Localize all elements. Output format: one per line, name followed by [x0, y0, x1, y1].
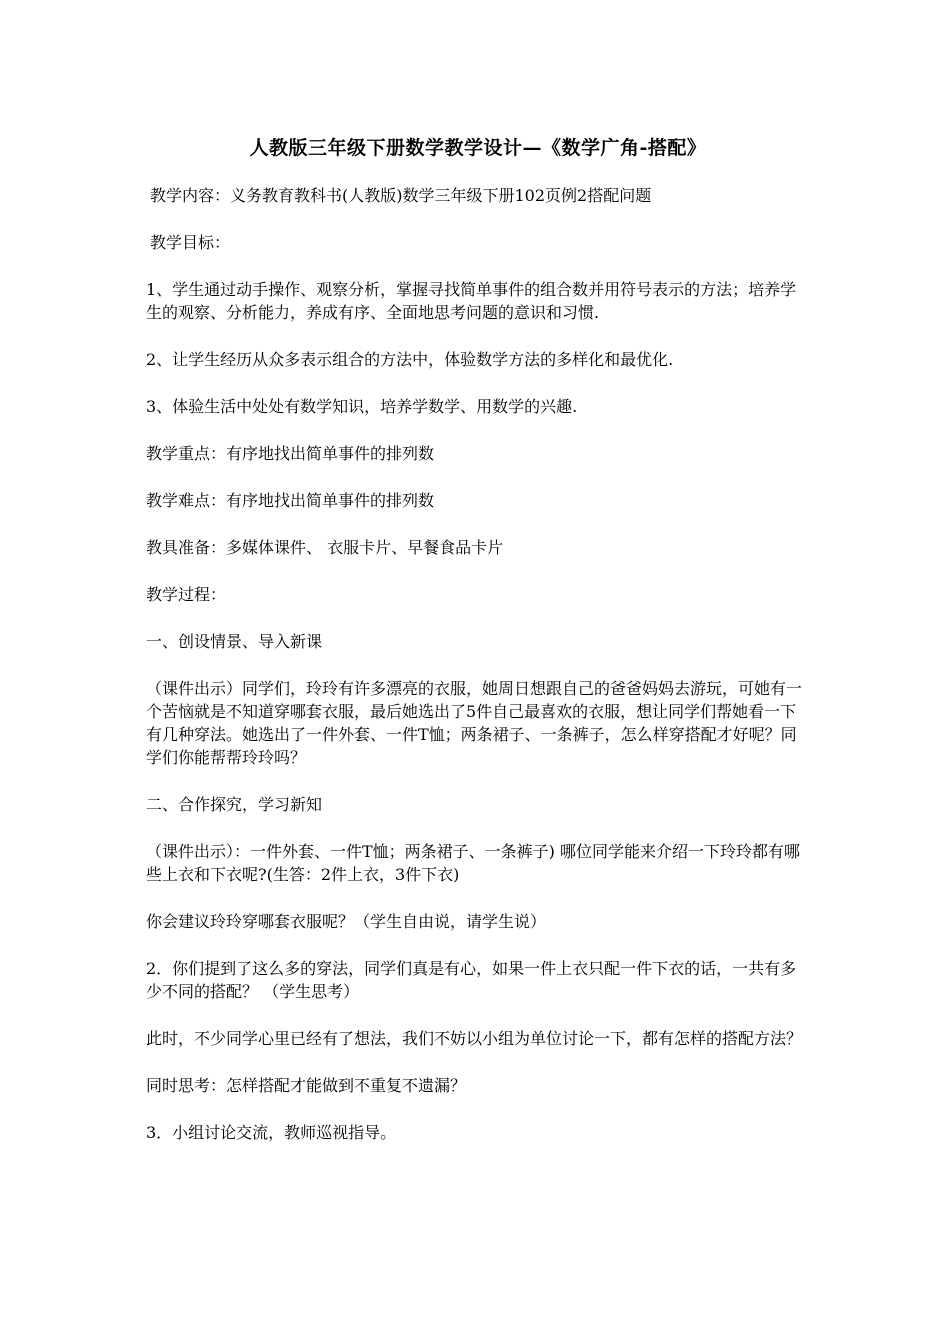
paragraph-teaching-goals: 教学目标： — [150, 233, 231, 252]
paragraph-goal-1: 1、学生通过动手操作、观察分析，掌握寻找简单事件的组合数并用符号表示的方法；培养学生的观察、分析能力，养成有序、全面地思考问题的意识和习惯. — [146, 280, 797, 322]
paragraph-suggestion: 你会建议玲玲穿哪套衣服呢？（学生自由说，请学生说） — [146, 912, 547, 931]
document-title: 人教版三年级下册数学教学设计—《数学广角-搭配》 — [249, 137, 707, 159]
paragraph-step-2: 2．你们提到了这么多的穿法，同学们真是有心，如果一件上衣只配一件下衣的话，一共有多少不同的搭配？ （学生思考） — [146, 959, 797, 1001]
paragraph-intro-story: （课件出示）同学们，玲玲有许多漂亮的衣服，她周日想跟自己的爸爸妈妈去游玩，可她有一个苦恼就是不知道穿哪套衣服，最后她选出了5件自己最喜欢的衣服，想让同学们帮她看一下有几种穿法。她选出了一件外套、一件T恤；两条裙子、一条裤子，怎么样穿搭配才好呢？同学们你能帮帮玲玲吗？ — [146, 679, 803, 767]
paragraph-key-point: 教学重点：有序地找出简单事件的排列数 — [146, 444, 435, 463]
paragraph-courseware: （课件出示）：一件外套、一件T恤；两条裙子、一条裤子) 哪位同学能来介绍一下玲玲都有哪些上衣和下衣呢?(生答：2件上衣，3件下衣) — [146, 842, 801, 884]
paragraph-think: 同时思考：怎样搭配才能做到不重复不遗漏？ — [146, 1076, 467, 1095]
paragraph-goal-3: 3、体验生活中处处有数学知识，培养学数学、用数学的兴趣. — [146, 397, 578, 416]
paragraph-process: 教学过程： — [146, 585, 227, 604]
section-heading-2: 二、合作探究，学习新知 — [146, 795, 323, 814]
paragraph-materials: 教具准备：多媒体课件、 衣服卡片、早餐食品卡片 — [146, 538, 504, 557]
paragraph-difficulty: 教学难点：有序地找出简单事件的排列数 — [146, 491, 435, 510]
paragraph-step-3: 3．小组讨论交流，教师巡视指导。 — [146, 1123, 397, 1142]
paragraph-goal-2: 2、让学生经历从众多表示组合的方法中，体验数学方法的多样化和最优化. — [146, 350, 674, 369]
document-page — [146, 134, 810, 1168]
section-heading-1: 一、创设情景、导入新课 — [146, 632, 323, 651]
paragraph-teaching-content: 教学内容：义务教育教科书(人教版)数学三年级下册102页例2搭配问题 — [150, 186, 652, 205]
paragraph-group-discuss: 此时，不少同学心里已经有了想法，我们不妨以小组为单位讨论一下，都有怎样的搭配方法？ — [146, 1029, 803, 1048]
